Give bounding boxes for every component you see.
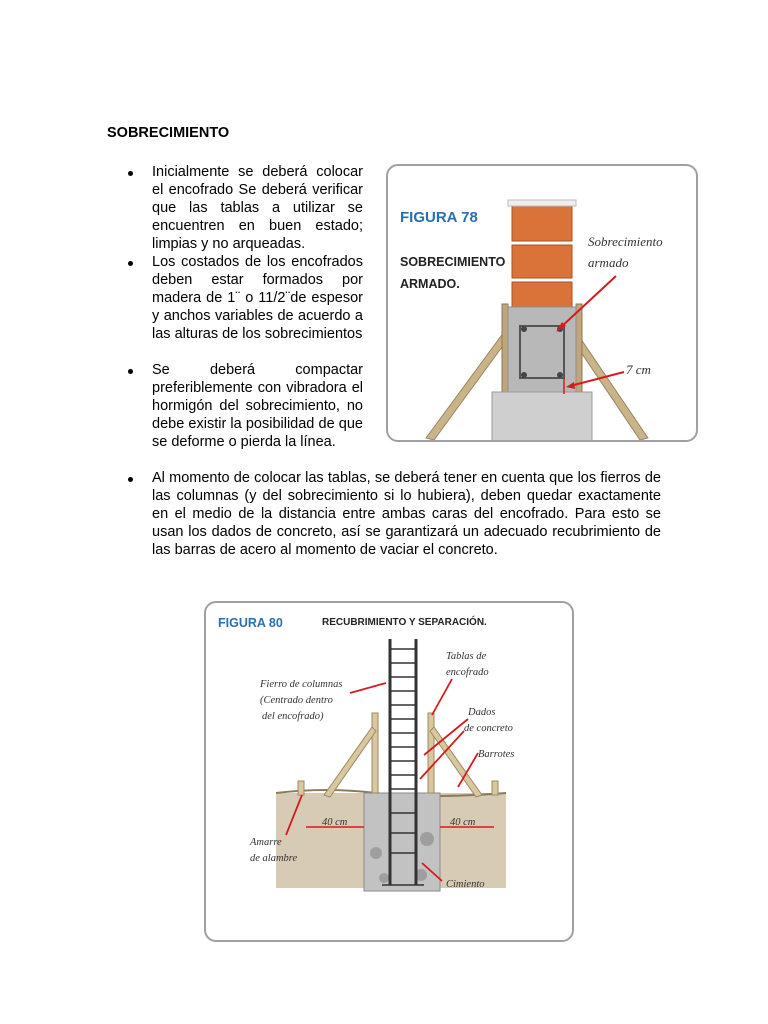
brick-cap: [508, 200, 576, 206]
rebar: [521, 372, 527, 378]
label-barrotes: Barrotes: [478, 749, 515, 760]
aggregate: [379, 873, 389, 883]
bullet-dot: [128, 261, 133, 266]
label-armado: armado: [588, 255, 629, 270]
figure-80-illustration: [206, 603, 572, 940]
label-7cm: 7 cm: [626, 362, 651, 377]
figure-78-number: FIGURA 78: [400, 209, 478, 226]
bullet-dot: [128, 369, 133, 374]
section-heading: SOBRECIMIENTO: [107, 125, 230, 141]
label-cimiento: Cimiento: [446, 879, 485, 890]
figure-78-illustration: [388, 166, 696, 440]
aggregate: [370, 847, 382, 859]
bullet-text: Se deberá compactar preferiblemente con vibradora el hormigón del sobrecimiento, no debe existir la posibilidad de que se deforme o pierda la línea.: [152, 362, 363, 450]
figure-80-title: RECUBRIMIENTO Y SEPARACIÓN.: [322, 617, 487, 628]
bullet-dot: [128, 477, 133, 482]
label-tablas-1: Tablas de: [446, 651, 487, 662]
label-sobrecimiento: Sobrecimiento: [588, 234, 663, 249]
label-amarre-1: Amarre: [250, 837, 282, 848]
bullet-text: Al momento de colocar las tablas, se deberá tener en cuenta que los fierros de las columnas (y del sobrecimiento si lo hubiera), deben quedar exactamente en el medio de la distancia entre ambas caras del encofrado. Para esto se usan los dados de concreto, así se garantizará un adecuado recubrimiento de las barras de acero al momento de vaciar el concreto.: [152, 470, 661, 558]
rebar: [521, 326, 527, 332]
aggregate: [420, 832, 434, 846]
label-amarre-2: de alambre: [250, 853, 298, 864]
label-dados-2: de concreto: [464, 723, 513, 734]
bullet-text: Los costados de los encofrados deben estar formados por madera de 1¨ o 11/2¨de espesor y anchos variables de acuerdo a las alturas de los sobrecimientos: [152, 254, 363, 342]
label-tablas-2: encofrado: [446, 667, 489, 678]
form-board-left: [372, 713, 378, 793]
label-dados-1: Dados: [468, 707, 496, 718]
figure-78-title-2: ARMADO.: [400, 277, 460, 291]
label-fierro-3: del encofrado): [262, 711, 324, 722]
brick: [512, 204, 572, 241]
figure-78: [386, 164, 698, 442]
label-dim-left: 40 cm: [322, 817, 348, 828]
bullet-dot: [128, 171, 133, 176]
label-fierro-2: (Centrado dentro: [260, 695, 333, 706]
form-board-left: [502, 304, 508, 396]
foundation: [492, 392, 592, 440]
stake-left: [298, 781, 304, 795]
sobrecimiento-concrete: [508, 307, 576, 395]
label-fierro-1: Fierro de columnas: [260, 679, 343, 690]
bullet-text: Inicialmente se deberá colocar el encofrado Se deberá verificar que las tablas a utilizar se encuentren en buen estado; limpias y no arqueadas.: [152, 164, 363, 252]
figure-80-number: FIGURA 80: [218, 616, 283, 630]
brace-right: [430, 727, 482, 797]
figure-78-title-1: SOBRECIMIENTO: [400, 255, 506, 269]
label-dim-right: 40 cm: [450, 817, 476, 828]
brick: [512, 245, 572, 278]
rebar: [557, 372, 563, 378]
stake-right: [492, 781, 498, 795]
brace-left: [324, 727, 376, 797]
figure-80: [204, 601, 574, 942]
form-board-right: [428, 713, 434, 793]
